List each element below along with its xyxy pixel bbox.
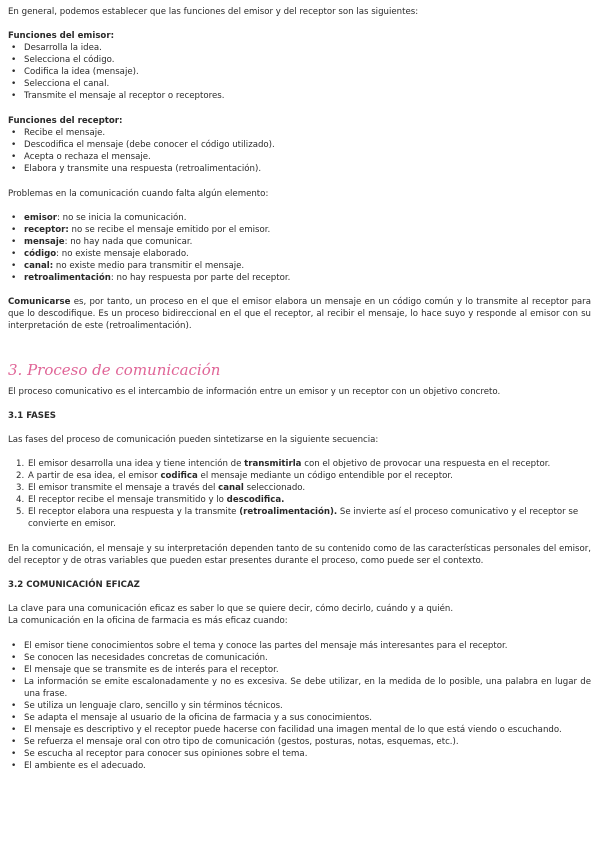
list-item: • Descodifica el mensaje (debe conocer el código utilizado). xyxy=(8,139,591,151)
step-text: Se invierte así el proceso comunicativo y el receptor se convierte en emisor. xyxy=(28,507,579,529)
problemas-list xyxy=(8,212,591,284)
step-number: 1. xyxy=(16,459,25,469)
list-item xyxy=(8,494,591,506)
list-item: • Elabora y transmite una respuesta (retroalimentación). xyxy=(8,163,591,175)
list-item: • Selecciona el canal. xyxy=(8,78,591,90)
step-text: El emisor transmite el mensaje a través del xyxy=(28,483,219,493)
list-item: • El emisor tiene conocimientos sobre el tema y conoce las partes del mensaje más interesantes para el receptor. xyxy=(8,640,591,652)
section-heading: 3. Proceso de comunicación xyxy=(8,361,221,379)
list-item: • Acepta o rechaza el mensaje. xyxy=(8,151,591,163)
term-desc: : no se inicia la comunicación. xyxy=(57,213,187,223)
step-text: con el objetivo de provocar una respuesta en el receptor. xyxy=(301,459,551,469)
receptor-title: Funciones del receptor: xyxy=(8,116,123,126)
list-item xyxy=(8,458,591,470)
list-item: • Se adapta el mensaje al usuario de la oficina de farmacia y a sus conocimientos. xyxy=(8,712,591,724)
list-item: • Se conocen las necesidades concretas de comunicación. xyxy=(8,652,591,664)
eficaz-title: 3.2 COMUNICACIÓN EFICAZ xyxy=(8,580,140,590)
list-item: • Se utiliza un lenguaje claro, sencillo y sin términos técnicos. xyxy=(8,700,591,712)
term-desc: : no hay respuesta por parte del receptor. xyxy=(110,273,291,283)
term: receptor: xyxy=(24,225,69,235)
term: código xyxy=(24,249,57,259)
step-keyword: transmitirla xyxy=(244,459,302,469)
step-keyword: canal xyxy=(218,483,244,493)
step-text: el mensaje mediante un código entendible por el receptor. xyxy=(197,471,453,481)
step-number: 4. xyxy=(16,495,25,505)
list-item: • El mensaje es descriptivo y el receptor puede hacerse con facilidad una imagen mental de lo que está viendo o escuchando. xyxy=(8,724,591,736)
step-number: 5. xyxy=(16,507,25,517)
step-keyword: codifica xyxy=(160,471,198,481)
receptor-list xyxy=(8,127,591,175)
step-text: seleccionado. xyxy=(243,483,306,493)
term-desc: no se recibe el mensaje emitido por el emisor. xyxy=(68,225,271,235)
list-item: • Desarrolla la idea. xyxy=(8,42,591,54)
eficaz-intro-1: La clave para una comunicación eficaz es saber lo que se quiere decir, cómo decirlo, cuándo y a quién. xyxy=(8,604,454,614)
list-item: • Transmite el mensaje al receptor o receptores. xyxy=(8,90,591,102)
step-keyword: descodifica. xyxy=(226,495,285,505)
list-item xyxy=(8,248,591,260)
fases-intro: Las fases del proceso de comunicación pueden sintetizarse en la siguiente secuencia: xyxy=(8,435,379,445)
term-desc: : no hay nada que comunicar. xyxy=(64,237,193,247)
list-item: • Codifica la idea (mensaje). xyxy=(8,66,591,78)
section-intro: El proceso comunicativo es el intercambio de información entre un emisor y un receptor con un objetivo concreto. xyxy=(8,387,501,397)
list-item: • El ambiente es el adecuado. xyxy=(8,760,591,772)
list-item xyxy=(8,236,591,248)
step-keyword: (retroalimentación). xyxy=(239,507,338,517)
list-item: • Selecciona el código. xyxy=(8,54,591,66)
list-item: • El mensaje que se transmite es de interés para el receptor. xyxy=(8,664,591,676)
term: emisor xyxy=(24,213,57,223)
comunicarse-term: Comunicarse xyxy=(8,297,71,307)
term: canal: xyxy=(24,261,54,271)
list-item: • La información se emite escalonadamente y no es excesiva. Se debe utilizar, en la medida de lo posible, una palabra en lugar de una frase. xyxy=(8,676,591,700)
step-text: El receptor elabora una respuesta y la transmite xyxy=(28,507,240,517)
term-desc: no existe medio para transmitir el mensaje. xyxy=(53,261,245,271)
fases-title: 3.1 FASES xyxy=(8,411,56,421)
comunicarse-paragraph xyxy=(8,296,591,332)
fases-list xyxy=(8,458,591,530)
fases-closing: En la comunicación, el mensaje y su interpretación dependen tanto de su contenido como de las características personales del emisor, del receptor y de otras variables que pueden estar presentes durante el proceso, como puede ser el contexto. xyxy=(8,544,591,566)
term-desc: : no existe mensaje elaborado. xyxy=(56,249,189,259)
list-item xyxy=(8,212,591,224)
list-item: • Se refuerza el mensaje oral con otro tipo de comunicación (gestos, posturas, notas, esquemas, etc.). xyxy=(8,736,591,748)
list-item: • Se escucha al receptor para conocer sus opiniones sobre el tema. xyxy=(8,748,591,760)
list-item xyxy=(8,224,591,236)
term: mensaje xyxy=(24,237,65,247)
list-item: • Recibe el mensaje. xyxy=(8,127,591,139)
term: retroalimentación xyxy=(24,273,111,283)
eficaz-list xyxy=(8,640,591,772)
list-item xyxy=(8,260,591,272)
list-item xyxy=(8,482,591,494)
step-text: El emisor desarrolla una idea y tiene intención de xyxy=(28,459,245,469)
step-number: 2. xyxy=(16,471,25,481)
list-item xyxy=(8,272,591,284)
step-text: A partir de esa idea, el emisor xyxy=(28,471,161,481)
problemas-intro: Problemas en la comunicación cuando falta algún elemento: xyxy=(8,189,269,199)
eficaz-intro-2: La comunicación en la oficina de farmacia es más eficaz cuando: xyxy=(8,616,288,626)
comunicarse-text: es, por tanto, un proceso en el que el emisor elabora un mensaje en un código común y lo transmite al receptor para que lo descodifique. Es un proceso bidireccional en el que el receptor, al recibir el mensaje, lo hace suyo y responde al emisor con su interpretación de este (retroalimentación). xyxy=(8,297,591,331)
list-item xyxy=(8,506,591,530)
step-text: El receptor recibe el mensaje transmitido y lo xyxy=(28,495,227,505)
emisor-title: Funciones del emisor: xyxy=(8,31,115,41)
step-number: 3. xyxy=(16,483,25,493)
list-item xyxy=(8,470,591,482)
intro-text: En general, podemos establecer que las funciones del emisor y del receptor son las siguientes: xyxy=(8,7,419,17)
emisor-list xyxy=(8,42,591,102)
